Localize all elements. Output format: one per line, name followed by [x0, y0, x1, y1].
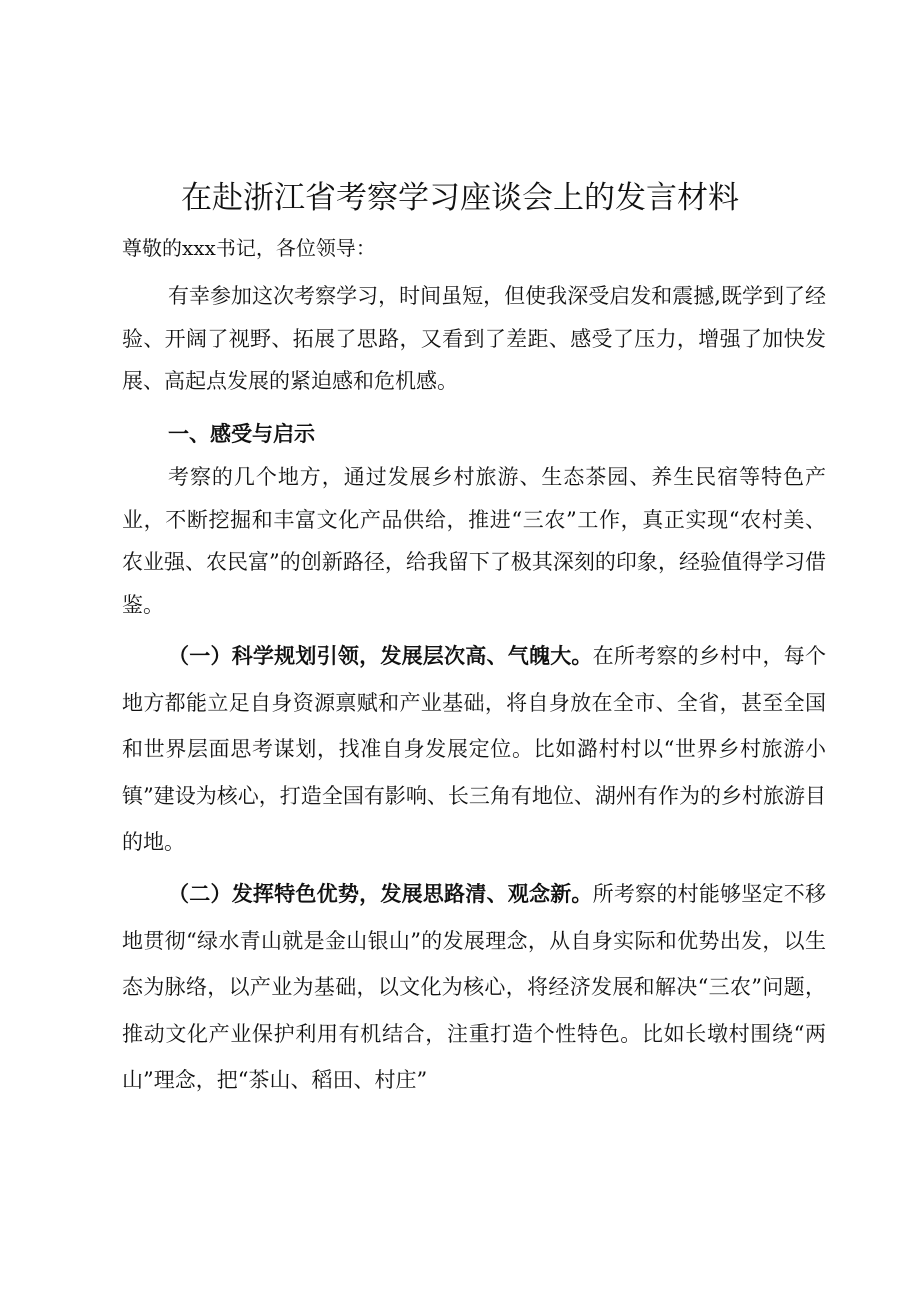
salutation: 尊敬的xxx书记，各位领导：: [122, 236, 376, 260]
point-paragraph-1: [122, 633, 826, 866]
point-paragraph-2: [122, 871, 826, 1104]
point-body-1: 在所考察的乡村中，每个地方都能立足自身资源禀赋和产业基础，将自身放在全市、全省，甚至全国和世界层面思考谋划，找准自身发展定位。比如潞村村以“世界乡村旅游小镇”建设为核心，打造全国有影响、长三角有地位、湖州有作为的乡村旅游目的地。: [122, 644, 827, 854]
document-title: 在赴浙江省考察学习座谈会上的发言材料: [181, 180, 739, 216]
point-body-2: 所考察的村能够坚定不移地贯彻“绿水青山就是金山银山”的发展理念，从自身实际和优势出发，以生态为脉络，以产业为基础，以文化为核心，将经济发展和解决“三农”问题，推动文化产业保护利用有机结合，注重打造个性特色。比如长墩村围绕“两山”理念，把“茶山、稻田、村庄”: [122, 882, 827, 1092]
section-heading: 一、感受与启示: [168, 422, 315, 446]
point-lead-2: （二）发挥特色优势，发展思路清、观念新。: [168, 882, 593, 906]
point-lead-1: （一）科学规划引领，发展层次高、气魄大。: [168, 644, 593, 668]
section-summary-paragraph: 考察的几个地方，通过发展乡村旅游、生态茶园、养生民宿等特色产业，不断挖掘和丰富文化产品供给，推进“三农”工作，真正实现“农村美、农业强、农民富”的创新路径，给我留下了极其深刻的印象，经验值得学习借鉴。: [122, 465, 826, 617]
intro-paragraph: 有幸参加这次考察学习，时间虽短，但使我深受启发和震撼,既学到了经验、开阔了视野、拓展了思路，又看到了差距、感受了压力，增强了加快发展、高起点发展的紧迫感和危机感。: [122, 284, 826, 394]
